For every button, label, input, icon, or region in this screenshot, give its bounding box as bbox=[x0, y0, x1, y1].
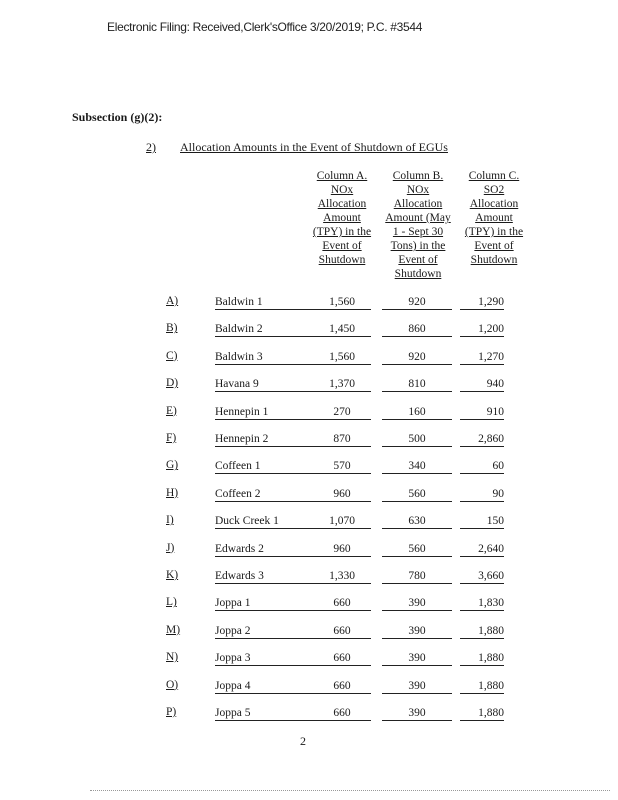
item-title: Allocation Amounts in the Event of Shutdown of EGUs bbox=[180, 140, 448, 154]
row-letter: D) bbox=[166, 377, 179, 390]
table-row bbox=[0, 295, 618, 311]
nox-annual-value: 660 bbox=[313, 706, 371, 721]
so2-value: 2,640 bbox=[460, 542, 504, 557]
table-row bbox=[0, 459, 618, 475]
filing-header: Electronic Filing: Received,Clerk'sOffice 3/20/2019; P.C. #3544 bbox=[107, 20, 423, 34]
nox-seasonal-value: 780 bbox=[382, 569, 452, 584]
nox-annual-value: 660 bbox=[313, 596, 371, 611]
nox-seasonal-value: 560 bbox=[382, 487, 452, 502]
row-letter: B) bbox=[166, 322, 178, 335]
so2-value: 1,270 bbox=[460, 350, 504, 365]
row-letter: A) bbox=[166, 295, 179, 307]
so2-value: 1,880 bbox=[460, 651, 504, 666]
unit-name: Joppa 4 bbox=[215, 679, 313, 694]
table-row bbox=[0, 542, 618, 558]
column-a-header-line: Amount bbox=[323, 212, 361, 224]
nox-seasonal-value: 390 bbox=[382, 651, 452, 666]
nox-annual-value: 270 bbox=[313, 405, 371, 420]
nox-annual-value: 660 bbox=[313, 624, 371, 639]
row-letter: P) bbox=[166, 706, 177, 718]
nox-annual-value: 660 bbox=[313, 679, 371, 694]
nox-seasonal-value: 500 bbox=[382, 432, 452, 447]
nox-annual-value: 960 bbox=[313, 487, 371, 502]
row-letter: E) bbox=[166, 404, 177, 417]
nox-seasonal-value: 390 bbox=[382, 706, 452, 721]
so2-value: 2,860 bbox=[460, 432, 504, 447]
nox-seasonal-value: 860 bbox=[382, 322, 452, 337]
column-b-header-line: Allocation bbox=[393, 198, 443, 210]
row-letter: G) bbox=[166, 459, 179, 472]
column-a-header-line: Allocation bbox=[317, 198, 367, 210]
so2-value: 1,830 bbox=[460, 596, 504, 611]
item-number: 2) bbox=[146, 140, 156, 154]
so2-value: 1,200 bbox=[460, 322, 504, 337]
nox-seasonal-value: 390 bbox=[382, 596, 452, 611]
table-row bbox=[0, 432, 618, 448]
column-b-header-line: 1 - Sept 30 bbox=[392, 226, 444, 238]
table-row bbox=[0, 350, 618, 366]
column-a-header-line: NOx bbox=[330, 184, 354, 196]
column-b-header bbox=[376, 169, 460, 281]
table-row bbox=[0, 405, 618, 421]
column-a-header-line: Shutdown bbox=[318, 254, 366, 266]
row-letter: C) bbox=[166, 349, 178, 362]
row-letter: I) bbox=[166, 514, 174, 527]
column-b-header-line: Tons) in the bbox=[390, 240, 446, 252]
row-letter: O) bbox=[166, 678, 179, 691]
column-c-header-line: Amount bbox=[475, 212, 513, 224]
table-row bbox=[0, 624, 618, 640]
nox-annual-value: 960 bbox=[313, 542, 371, 557]
unit-name: Edwards 2 bbox=[215, 542, 313, 557]
nox-seasonal-value: 630 bbox=[382, 514, 452, 529]
unit-name: Hennepin 2 bbox=[215, 432, 313, 447]
nox-seasonal-value: 160 bbox=[382, 405, 452, 420]
nox-annual-value: 870 bbox=[313, 432, 371, 447]
row-letter: H) bbox=[166, 486, 179, 499]
nox-seasonal-value: 920 bbox=[382, 295, 452, 310]
unit-name: Joppa 2 bbox=[215, 624, 313, 639]
column-b-header-line: Amount (May bbox=[385, 212, 451, 224]
column-c-header-line: Allocation bbox=[469, 198, 519, 210]
column-b-header-line: Shutdown bbox=[394, 268, 442, 280]
column-a-header-line: Event of bbox=[322, 240, 362, 252]
subsection-heading: Subsection (g)(2): bbox=[72, 110, 163, 124]
table-row bbox=[0, 322, 618, 338]
column-c-header-line: Event of bbox=[474, 240, 514, 252]
nox-seasonal-value: 390 bbox=[382, 624, 452, 639]
nox-annual-value: 1,560 bbox=[313, 350, 371, 365]
column-a-header bbox=[300, 169, 384, 267]
unit-name: Baldwin 2 bbox=[215, 322, 313, 337]
so2-value: 60 bbox=[460, 459, 504, 474]
unit-name: Edwards 3 bbox=[215, 569, 313, 584]
column-c-header bbox=[452, 169, 536, 267]
unit-name: Duck Creek 1 bbox=[215, 514, 313, 529]
nox-annual-value: 1,070 bbox=[313, 514, 371, 529]
so2-value: 3,660 bbox=[460, 569, 504, 584]
row-letter: M) bbox=[166, 623, 181, 636]
table-row bbox=[0, 679, 618, 695]
so2-value: 1,290 bbox=[460, 295, 504, 310]
unit-name: Joppa 3 bbox=[215, 651, 313, 666]
so2-value: 940 bbox=[460, 377, 504, 392]
so2-value: 1,880 bbox=[460, 624, 504, 639]
column-b-header-line: Event of bbox=[398, 254, 438, 266]
row-letter: L) bbox=[166, 596, 177, 609]
nox-seasonal-value: 340 bbox=[382, 459, 452, 474]
table-row bbox=[0, 706, 618, 722]
page-number: 2 bbox=[300, 734, 306, 748]
nox-annual-value: 660 bbox=[313, 651, 371, 666]
row-letter: N) bbox=[166, 651, 179, 664]
table-row bbox=[0, 596, 618, 612]
unit-name: Coffeen 2 bbox=[215, 487, 313, 502]
column-c-header-line: SO2 bbox=[483, 184, 505, 196]
so2-value: 910 bbox=[460, 405, 504, 420]
unit-name: Baldwin 3 bbox=[215, 350, 313, 365]
nox-annual-value: 1,560 bbox=[313, 295, 371, 310]
so2-value: 1,880 bbox=[460, 679, 504, 694]
column-b-header-line: Column B. bbox=[392, 170, 444, 182]
row-letter: K) bbox=[166, 569, 179, 581]
table-row bbox=[0, 569, 618, 585]
nox-annual-value: 1,370 bbox=[313, 377, 371, 392]
table-row bbox=[0, 487, 618, 503]
unit-name: Joppa 5 bbox=[215, 706, 313, 721]
unit-name: Hennepin 1 bbox=[215, 405, 313, 420]
column-a-header-line: Column A. bbox=[316, 170, 368, 182]
column-c-header-line: (TPY) in the bbox=[464, 226, 524, 238]
table-row bbox=[0, 651, 618, 667]
scan-artifact-line bbox=[90, 790, 610, 793]
nox-annual-value: 570 bbox=[313, 459, 371, 474]
unit-name: Coffeen 1 bbox=[215, 459, 313, 474]
column-a-header-line: (TPY) in the bbox=[312, 226, 372, 238]
table-row bbox=[0, 514, 618, 530]
nox-seasonal-value: 560 bbox=[382, 542, 452, 557]
so2-value: 150 bbox=[460, 514, 504, 529]
nox-annual-value: 1,450 bbox=[313, 322, 371, 337]
table-row bbox=[0, 377, 618, 393]
row-letter: J) bbox=[166, 541, 175, 554]
nox-seasonal-value: 810 bbox=[382, 377, 452, 392]
column-c-header-line: Shutdown bbox=[470, 254, 518, 266]
unit-name: Joppa 1 bbox=[215, 596, 313, 611]
row-letter: F) bbox=[166, 432, 177, 444]
column-c-header-line: Column C. bbox=[468, 170, 520, 182]
nox-annual-value: 1,330 bbox=[313, 569, 371, 584]
unit-name: Havana 9 bbox=[215, 377, 313, 392]
nox-seasonal-value: 920 bbox=[382, 350, 452, 365]
nox-seasonal-value: 390 bbox=[382, 679, 452, 694]
so2-value: 90 bbox=[460, 487, 504, 502]
column-b-header-line: NOx bbox=[406, 184, 430, 196]
unit-name: Baldwin 1 bbox=[215, 295, 313, 310]
so2-value: 1,880 bbox=[460, 706, 504, 721]
